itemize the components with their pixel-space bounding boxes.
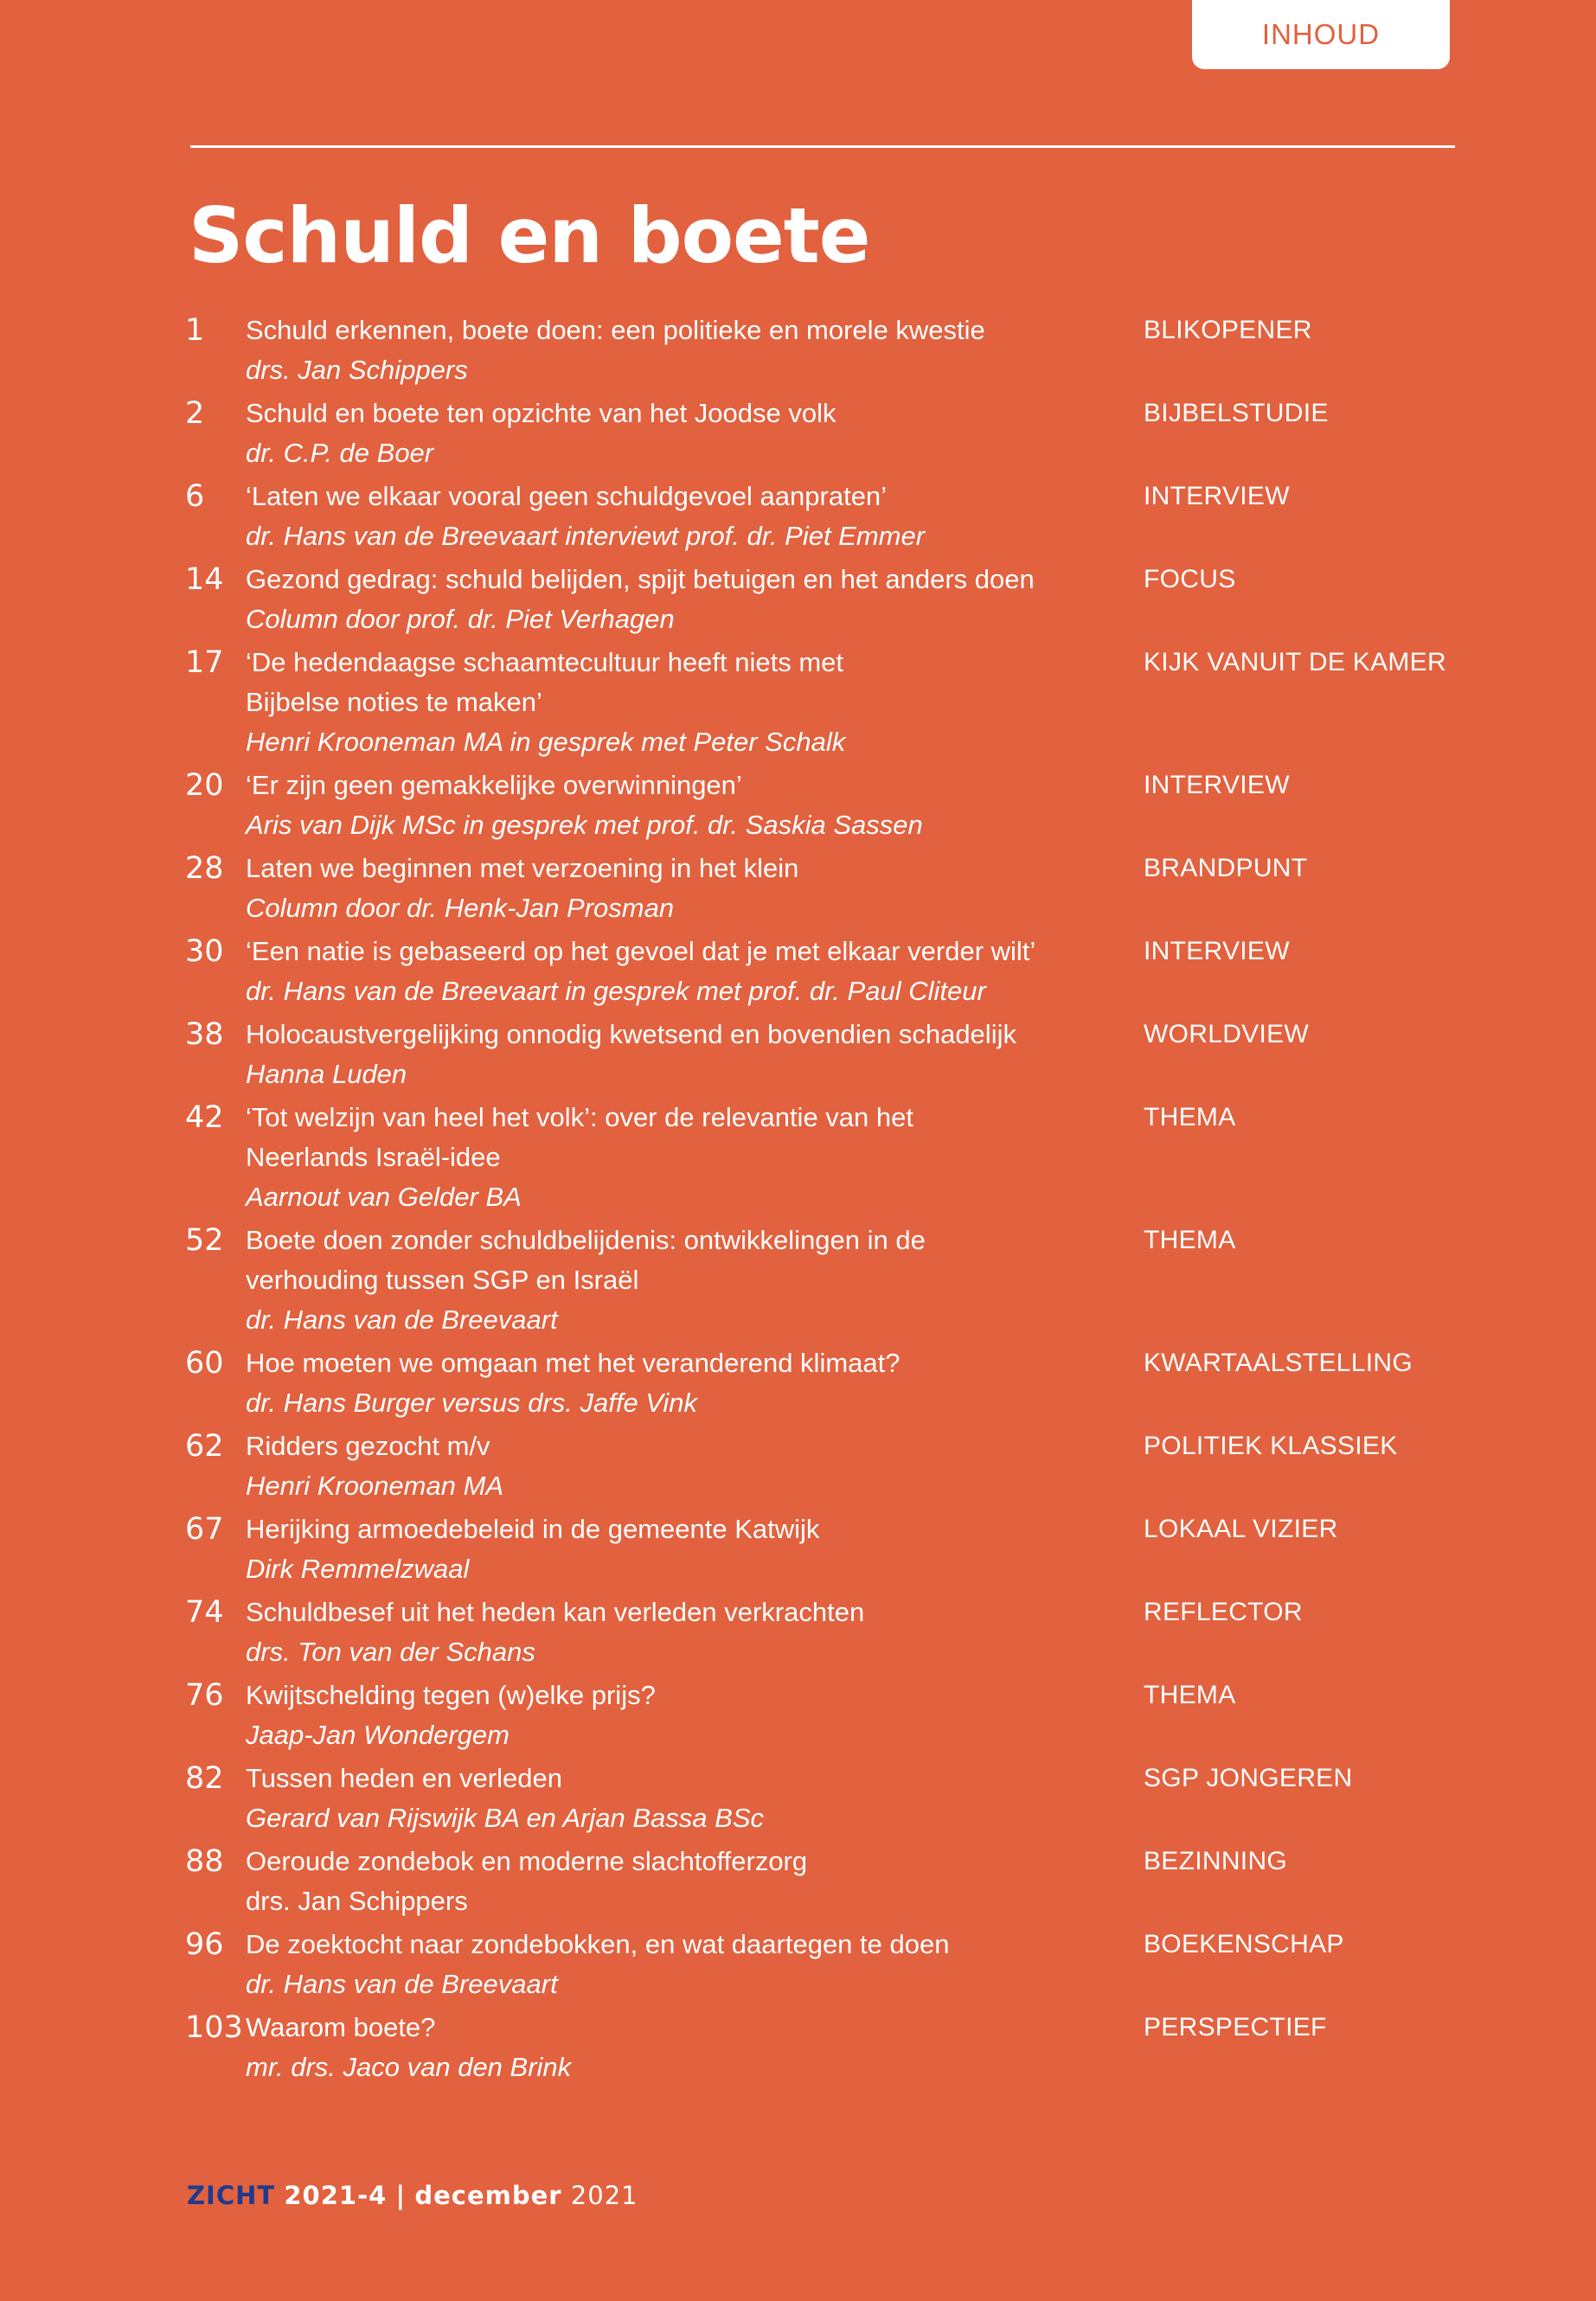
toc-entry-title: Gezond gedrag: schuld belijden, spijt betuigen en het anders doen (246, 564, 1035, 594)
toc-entry-category: INTERVIEW (1144, 937, 1290, 965)
toc-entry-body (246, 2008, 1144, 2087)
toc-entry-author: Dirk Remmelzwaal (246, 1554, 470, 1584)
toc-entry-category: THEMA (1144, 1103, 1236, 1131)
toc-entry-title: Schuld en boete ten opzichte van het Joodse volk (246, 398, 836, 428)
toc-page-number: 82 (185, 1761, 224, 1796)
toc-entry-body (246, 477, 1144, 556)
toc-page-number: 14 (185, 562, 224, 597)
footer-issue: 2021-4 (284, 2181, 388, 2210)
toc-entry-body (246, 1842, 1144, 1921)
toc-entry-title: Schuldbesef uit het heden kan verleden verkrachten (246, 1597, 865, 1627)
toc-entry-author: dr. Hans van de Breevaart (246, 1969, 558, 1999)
toc-page-number: 67 (185, 1512, 224, 1547)
toc-page-number: 52 (185, 1223, 224, 1258)
toc-entry-category: INTERVIEW (1144, 771, 1290, 799)
toc-entry-author: Gerard van Rijswijk BA en Arjan Bassa BSc (246, 1803, 764, 1833)
toc-page-number: 28 (185, 851, 224, 886)
toc-entry-title: Waarom boete? (246, 2012, 436, 2042)
toc-entry-body (246, 766, 1144, 845)
toc-entry-author: dr. C.P. de Boer (246, 438, 434, 468)
toc-entry[interactable] (185, 1221, 1448, 1340)
toc-entry-category: BEZINNING (1144, 1847, 1288, 1875)
footer-magazine-name: ZICHT (187, 2181, 276, 2210)
toc-entry[interactable] (185, 1676, 1448, 1755)
toc-entry[interactable] (185, 1343, 1448, 1423)
toc-entry-body (246, 849, 1144, 928)
toc-page-number: 6 (185, 479, 205, 514)
toc-entry-title: De zoektocht naar zondebokken, en wat daartegen te doen (246, 1929, 950, 1959)
footer-month: december (414, 2181, 562, 2210)
toc-entry[interactable] (185, 1593, 1448, 1672)
toc-entry-category: WORLDVIEW (1144, 1020, 1310, 1048)
toc-page-number: 38 (185, 1017, 224, 1052)
table-of-contents (185, 311, 1448, 2091)
toc-entry-category: INTERVIEW (1144, 482, 1290, 510)
toc-page-number: 30 (185, 934, 224, 969)
toc-entry-body (246, 560, 1144, 639)
toc-entry[interactable] (185, 643, 1448, 762)
toc-entry-category: POLITIEK KLASSIEK (1144, 1432, 1398, 1460)
toc-entry-author: Aarnout van Gelder BA (246, 1182, 522, 1212)
toc-page-number: 42 (185, 1100, 224, 1135)
toc-entry-body (246, 1343, 1144, 1423)
toc-entry[interactable] (185, 1842, 1448, 1921)
toc-entry-author: Jaap-Jan Wondergem (246, 1720, 510, 1750)
toc-entry-body (246, 1676, 1144, 1755)
toc-entry-author: drs. Jan Schippers (246, 355, 468, 385)
footer-year: 2021 (570, 2181, 638, 2210)
toc-entry-body (246, 1098, 1144, 1217)
toc-entry-category: PERSPECTIEF (1144, 2013, 1327, 2041)
toc-entry-category: BOEKENSCHAP (1144, 1930, 1344, 1958)
footer-separator: | (395, 2181, 407, 2210)
toc-entry[interactable] (185, 1925, 1448, 2004)
toc-entry-author: Column door dr. Henk-Jan Prosman (246, 893, 675, 923)
toc-entry-body (246, 1925, 1144, 2004)
toc-entry-author: Aris van Dijk MSc in gesprek met prof. dr. Saskia Sassen (246, 810, 923, 840)
toc-entry[interactable] (185, 1015, 1448, 1094)
toc-entry-author: Column door prof. dr. Piet Verhagen (246, 604, 675, 634)
toc-entry-body (246, 932, 1144, 1011)
toc-entry-author: mr. drs. Jaco van den Brink (246, 2052, 572, 2082)
toc-entry-body (246, 1593, 1144, 1672)
section-tab-label: INHOUD (1261, 18, 1381, 50)
toc-entry-category: KIJK VANUIT DE KAMER (1144, 648, 1446, 676)
toc-entry-title: Neerlands Israël-idee (246, 1142, 501, 1172)
toc-entry-author: drs. Ton van der Schans (246, 1637, 535, 1667)
toc-page-number: 17 (185, 645, 224, 680)
toc-entry-title: verhouding tussen SGP en Israël (246, 1265, 639, 1295)
toc-entry-title: Kwijtschelding tegen (w)elke prijs? (246, 1680, 656, 1710)
toc-entry-author: drs. Jan Schippers (246, 1886, 468, 1916)
toc-page-number: 74 (185, 1595, 224, 1630)
toc-page-number: 60 (185, 1346, 224, 1381)
toc-entry-category: THEMA (1144, 1681, 1236, 1709)
toc-page-number: 2 (185, 396, 205, 431)
toc-entry[interactable] (185, 1098, 1448, 1217)
toc-entry-category: SGP JONGEREN (1144, 1764, 1353, 1792)
toc-entry-category: KWARTAALSTELLING (1144, 1349, 1413, 1377)
toc-entry[interactable] (185, 2008, 1448, 2087)
toc-entry-title: Tussen heden en verleden (246, 1763, 562, 1793)
page-footer (187, 2180, 638, 2211)
toc-page-number: 1 (185, 313, 205, 348)
toc-entry-title: Oeroude zondebok en moderne slachtofferzorg (246, 1846, 808, 1876)
toc-entry[interactable] (185, 932, 1448, 1011)
toc-entry[interactable] (185, 1509, 1448, 1589)
toc-entry-title: ‘Een natie is gebaseerd op het gevoel dat je met elkaar verder wilt’ (246, 936, 1036, 966)
toc-entry-title: Holocaustvergelijking onnodig kwetsend en bovendien schadelijk (246, 1019, 1016, 1049)
toc-entry-author: dr. Hans van de Breevaart in gesprek met prof. dr. Paul Cliteur (246, 976, 986, 1006)
toc-entry-author: dr. Hans van de Breevaart interviewt prof. dr. Piet Emmer (246, 521, 926, 551)
section-tab-inhoud (1192, 0, 1450, 69)
toc-entry[interactable] (185, 477, 1448, 556)
toc-entry-title: Herijking armoedebeleid in de gemeente Katwijk (246, 1514, 820, 1544)
toc-page-number: 20 (185, 768, 224, 803)
toc-page-number: 103 (185, 2010, 243, 2045)
toc-entry-title: ‘Er zijn geen gemakkelijke overwinningen’ (246, 770, 742, 800)
toc-entry-title: ‘Tot welzijn van heel het volk’: over de relevantie van het (246, 1102, 913, 1132)
toc-entry-title: Ridders gezocht m/v (246, 1431, 490, 1461)
toc-entry-body (246, 394, 1144, 473)
toc-entry-title: Hoe moeten we omgaan met het veranderend klimaat? (246, 1348, 901, 1378)
toc-entry-body (246, 1015, 1144, 1094)
toc-entry[interactable] (185, 394, 1448, 473)
toc-entry[interactable] (185, 311, 1448, 390)
toc-entry-category: THEMA (1144, 1226, 1236, 1254)
toc-entry[interactable] (185, 1426, 1448, 1506)
page-title: Schuld en boete (189, 191, 870, 280)
toc-entry-body (246, 1426, 1144, 1506)
toc-page-number: 62 (185, 1429, 224, 1464)
toc-entry-category: LOKAAL VIZIER (1144, 1515, 1338, 1543)
toc-entry-category: BIJBELSTUDIE (1144, 399, 1329, 427)
toc-entry[interactable] (185, 766, 1448, 845)
toc-entry-body (246, 311, 1144, 390)
toc-entry-body (246, 643, 1144, 762)
toc-entry-category: REFLECTOR (1144, 1598, 1303, 1626)
toc-entry-title: Boete doen zonder schuldbelijdenis: ontwikkelingen in de (246, 1225, 926, 1255)
toc-entry-author: dr. Hans van de Breevaart (246, 1304, 558, 1335)
toc-entry-body (246, 1509, 1144, 1589)
toc-entry-title: ‘Laten we elkaar vooral geen schuldgevoel aanpraten’ (246, 481, 888, 511)
toc-entry-author: dr. Hans Burger versus drs. Jaffe Vink (246, 1388, 698, 1418)
toc-page-number: 76 (185, 1678, 224, 1713)
header-divider (190, 145, 1455, 148)
toc-entry-body (246, 1221, 1144, 1340)
toc-entry-author: Henri Krooneman MA in gesprek met Peter Schalk (246, 727, 846, 757)
toc-page-number: 96 (185, 1927, 224, 1962)
toc-entry-category: BLIKOPENER (1144, 316, 1312, 344)
toc-entry[interactable] (185, 1759, 1448, 1838)
toc-entry-body (246, 1759, 1144, 1838)
toc-entry-author: Hanna Luden (246, 1059, 407, 1089)
toc-entry-category: FOCUS (1144, 565, 1236, 593)
toc-entry-title: ‘De hedendaagse schaamtecultuur heeft niets met (246, 647, 844, 677)
toc-page-number: 88 (185, 1844, 224, 1879)
toc-entry-category: BRANDPUNT (1144, 854, 1308, 882)
toc-entry-title: Schuld erkennen, boete doen: een politieke en morele kwestie (246, 315, 985, 345)
toc-entry[interactable] (185, 560, 1448, 639)
toc-entry[interactable] (185, 849, 1448, 928)
toc-entry-title: Bijbelse noties te maken’ (246, 687, 542, 717)
toc-entry-title: Laten we beginnen met verzoening in het klein (246, 853, 799, 883)
toc-entry-author: Henri Krooneman MA (246, 1471, 504, 1501)
